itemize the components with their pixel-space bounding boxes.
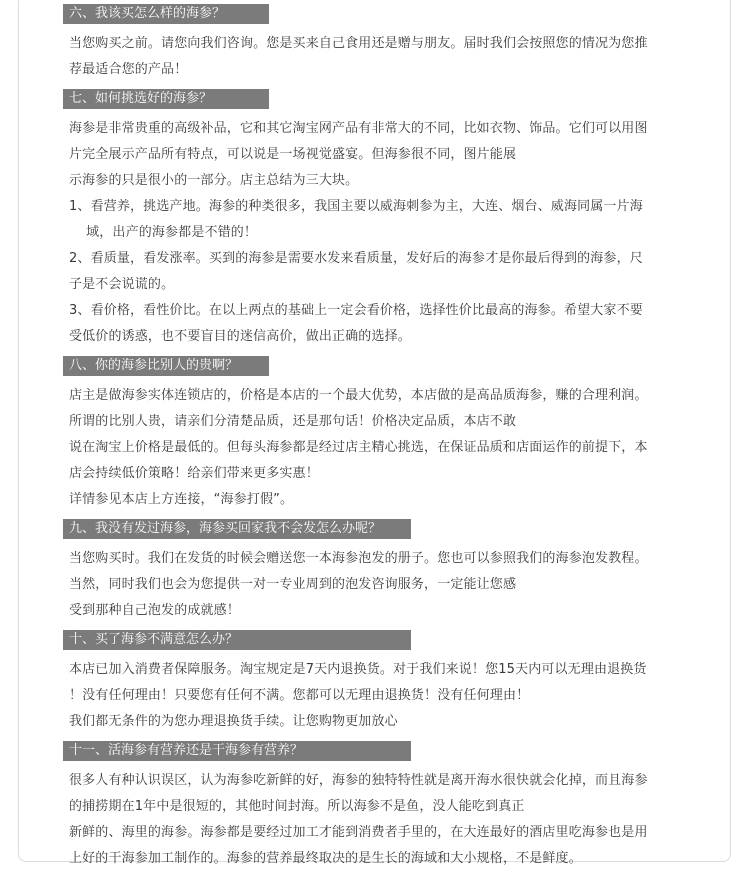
paragraph-line: 新鲜的、海里的海参。海参都是要经过加工才能到消费者手里的，在大连最好的酒店里吃海参也是用 [69,825,648,840]
faq-section-6 [63,4,699,83]
paragraph-line: 说在淘宝上价格是最低的。但每头海参都是经过店主精心挑选，在保证品质和店面运作的前提下，本 [69,440,648,455]
paragraph-line: 示海参的只是很小的一部分。店主总结为三大块。 [69,173,359,188]
section-heading: 十一、活海参有营养还是干海参有营养？ [63,741,411,761]
paragraph-line: 店主是做海参实体连锁店的，价格是本店的一个最大优势，本店做的是高品质海参，赚的合理利润。 [69,388,648,403]
paragraph-line: 店会持续低价策略！给亲们带来更多实惠！ [69,466,319,481]
paragraph-line: 片完全展示产品所有特点，可以说是一场视觉盛宴。但海参很不同，图片能展 [69,147,517,162]
faq-section-11 [63,741,699,872]
section-heading: 十、买了海参不满意怎么办？ [63,630,411,650]
paragraph-line: 所谓的比别人贵，请亲们分清楚品质，还是那句话！价格决定品质，本店不敢 [69,414,517,429]
paragraph-line: 的捕捞期在1年中是很短的，其他时间封海。所以海参不是鱼，没人能吃到真正 [69,799,525,814]
paragraph-line: 详情参见本店上方连接，“海参打假”。 [69,492,294,507]
paragraph-line: 本店已加入消费者保障服务。淘宝规定是7天内退换货。对于我们来说！您15天内可以无理由退换货 [69,662,647,677]
paragraph-line: 当然，同时我们也会为您提供一对一专业周到的泡发咨询服务，一定能让您感 [69,577,517,592]
paragraph-line: 当您购买时。我们在发货的时候会赠送您一本海参泡发的册子。您也可以参照我们的海参泡发教程。 [69,551,648,566]
paragraph-line: 2、看质量，看发涨率。买到的海参是需要水发来看质量，发好后的海参才是你最后得到的海参，尺 [69,251,643,266]
paragraph-line: 海参是非常贵重的高级补品，它和其它淘宝网产品有非常大的不同，比如衣物、饰品。它们可以用图 [69,121,648,136]
paragraph-line: 子是不会说谎的。 [69,277,175,292]
paragraph-line: 1、看营养，挑选产地。海参的种类很多，我国主要以威海刺参为主，大连、烟台、威海同属一片海 [69,199,643,214]
section-heading: 七、如何挑选好的海参？ [63,89,269,109]
faq-section-9 [63,519,699,624]
faq-content [63,0,699,872]
paragraph-line: 域，出产的海参都是不错的！ [69,225,258,240]
paragraph-line: 受到那种自己泡发的成就感！ [69,603,240,618]
paragraph-line: 荐最适合您的产品！ [69,62,188,77]
paragraph-line: 很多人有种认识误区，认为海参吃新鲜的好，海参的独特特性就是离开海水很快就会化掉，而且海参 [69,773,648,788]
faq-section-7 [63,89,699,350]
paragraph-line: 受低价的诱惑，也不要盲目的迷信高价，做出正确的选择。 [69,329,411,344]
paragraph-line: 3、看价格，看性价比。在以上两点的基础上一定会看价格，选择性价比最高的海参。希望大家不要 [69,303,643,318]
faq-section-10 [63,630,699,735]
section-heading: 九、我没有发过海参，海参买回家我不会发怎么办呢？ [63,519,411,539]
paragraph-line: 我们都无条件的为您办理退换货手续。让您购物更加放心 [69,714,398,729]
faq-section-8 [63,356,699,513]
section-heading: 六、我该买怎么样的海参？ [63,4,269,24]
paragraph-line: 当您购买之前。请您向我们咨询。您是买来自己食用还是赠与朋友。届时我们会按照您的情况为您推 [69,36,648,51]
section-heading: 八、你的海参比别人的贵啊？ [63,356,269,376]
paragraph-line: ！没有任何理由！只要您有任何不满。您都可以无理由退换货！没有任何理由！ [69,688,530,703]
paragraph-line: 上好的干海参加工制作的。海参的营养最终取决的是生长的海域和大小规格，不是鲜度。 [69,851,582,866]
